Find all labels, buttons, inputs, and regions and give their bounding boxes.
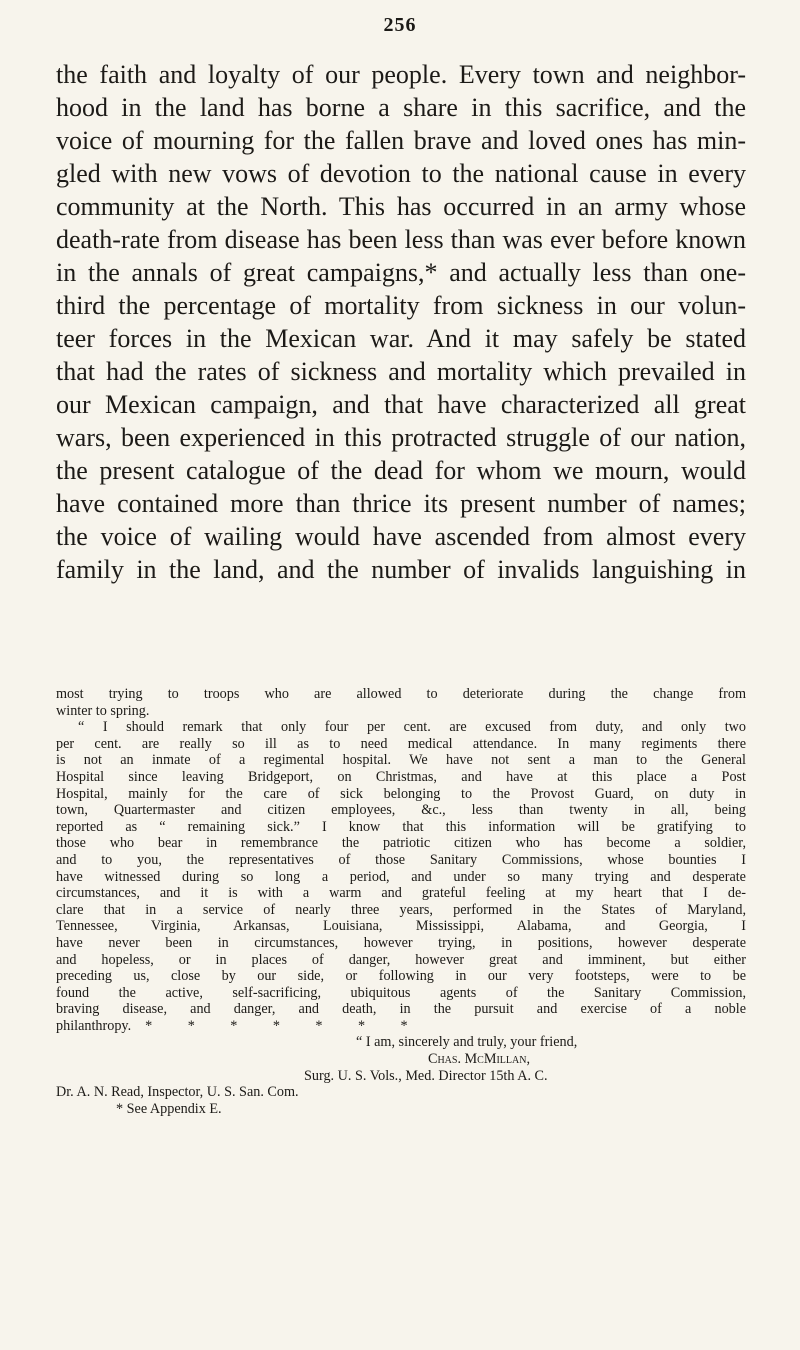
- text-line: death-rate from disease has been less than was ever before known: [56, 225, 746, 254]
- footnote-line: and to you, the representatives of those Sanitary Commissions, whose bounties I: [56, 851, 746, 868]
- text-line: community at the North. This has occurred in an army whose: [56, 192, 746, 221]
- footnote-line: [56, 1018, 746, 1035]
- footnote-line: most trying to troops who are allowed to deteriorate during the change from: [56, 686, 746, 702]
- text-line: family in the land, and the number of invalids languishing in: [56, 555, 746, 584]
- footnote-line: Tennessee, Virginia, Arkansas, Louisiana, Mississippi, Alabama, and Georgia, I: [56, 918, 746, 935]
- signature-title: Surg. U. S. Vols., Med. Director 15th A. C.: [304, 1067, 548, 1084]
- footnote-line: found the active, self-sacrificing, ubiquitous agents of the Sanitary Commission,: [56, 984, 746, 1001]
- footnote-line: reported as “ remaining sick.” I know that this information will be gratifying to: [56, 818, 746, 835]
- footnote-line: clare that in a service of nearly three years, performed in the States of Maryland,: [56, 901, 746, 918]
- text-line: teer forces in the Mexican war. And it may safely be stated: [56, 324, 746, 353]
- main-text: [56, 58, 746, 586]
- text-line: have contained more than thrice its present number of names;: [56, 489, 746, 518]
- text-line: the faith and loyalty of our people. Every town and neighbor-: [56, 60, 746, 89]
- footnote: [56, 686, 746, 1117]
- footnote-line: “ I should remark that only four per cent. are excused from duty, and only two: [78, 719, 746, 736]
- footnote-line: braving disease, and danger, and death, in the pursuit and exercise of a noble: [56, 1001, 746, 1018]
- footnote-line: and hopeless, or in places of danger, however great and imminent, but either: [56, 951, 746, 968]
- footnote-line: per cent. are really so ill as to need medical attendance. In many regiments there: [56, 735, 746, 752]
- footnote-line: winter to spring.: [56, 702, 150, 719]
- signature-name: Chas. McMillan,: [428, 1051, 530, 1068]
- footnote-line: Hospital since leaving Bridgeport, on Christmas, and have at this place a Post: [56, 768, 746, 785]
- footnote-line: circumstances, and it is with a warm and grateful feeling at my heart that I de-: [56, 885, 746, 902]
- text-line: gled with new vows of devotion to the national cause in every: [56, 159, 746, 188]
- text-line: our Mexican campaign, and that have characterized all great: [56, 390, 746, 419]
- text-line: that had the rates of sickness and mortality which prevailed in: [56, 357, 746, 386]
- addressee: Dr. A. N. Read, Inspector, U. S. San. Com.: [56, 1084, 299, 1101]
- footnote-line: is not an inmate of a regimental hospital. We have not sent a man to the General: [56, 752, 746, 769]
- text-line: wars, been experienced in this protracted struggle of our nation,: [56, 423, 746, 452]
- footnote-line: have witnessed during so long a period, and under so many trying and desperate: [56, 868, 746, 885]
- text-line: the voice of wailing would have ascended from almost every: [56, 522, 746, 551]
- footnote-line: preceding us, close by our side, or following in our very footsteps, were to be: [56, 968, 746, 985]
- footnote-line: Hospital, mainly for the care of sick belonging to the Provost Guard, on duty in: [56, 785, 746, 802]
- page-number: 256: [383, 14, 417, 36]
- appendix-note: * See Appendix E.: [116, 1100, 222, 1117]
- text-line: the present catalogue of the dead for whom we mourn, would: [56, 456, 746, 485]
- ellipsis-stars: * * * * * * *: [145, 1017, 408, 1034]
- footnote-line: have never been in circumstances, however trying, in positions, however desperate: [56, 934, 746, 951]
- text-line: voice of mourning for the fallen brave and loved ones has min-: [56, 126, 746, 155]
- text-line: in the annals of great campaigns,* and actually less than one-: [56, 258, 746, 287]
- text-line: hood in the land has borne a share in this sacrifice, and the: [56, 93, 746, 122]
- footnote-line: those who bear in remembrance the patriotic citizen who has become a soldier,: [56, 835, 746, 852]
- footnote-line: town, Quartermaster and citizen employees, &c., less than twenty in all, being: [56, 802, 746, 819]
- text-line: third the percentage of mortality from sickness in our volun-: [56, 291, 746, 320]
- signoff: “ I am, sincerely and truly, your friend,: [356, 1034, 578, 1051]
- footnote-line-text: philanthropy.: [56, 1017, 132, 1034]
